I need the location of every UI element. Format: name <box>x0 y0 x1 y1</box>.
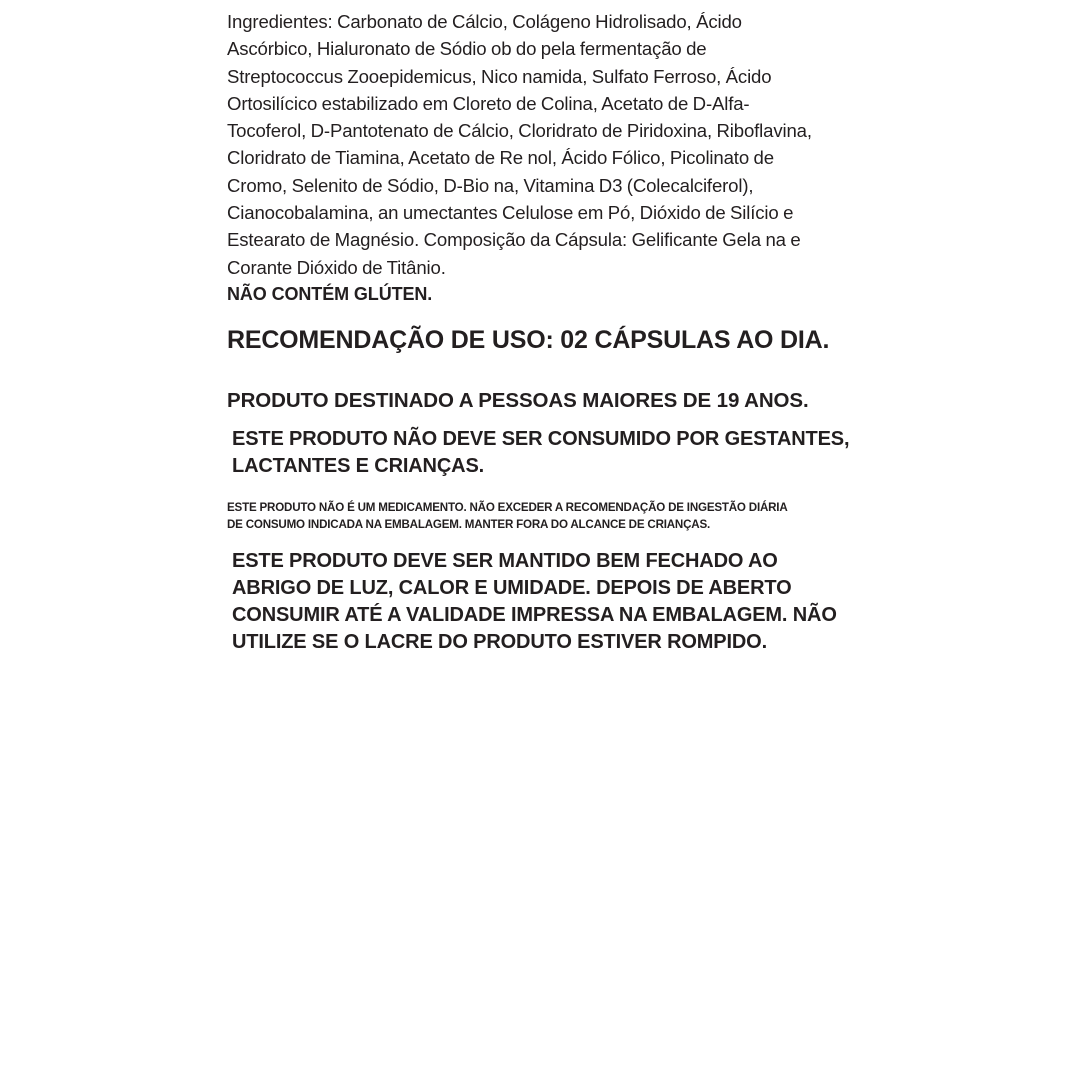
ingredients-line: Ortosilícico estabilizado em Cloreto de Colina, Acetato de D-Alfa- <box>227 92 750 114</box>
medication-disclaimer <box>227 499 927 533</box>
ingredients-line: Cloridrato de Tiamina, Acetato de Re nol, Ácido Fólico, Picolinato de <box>227 147 774 169</box>
gluten-notice: NÃO CONTÉM GLÚTEN. <box>227 283 433 304</box>
ingredients-line: Tocoferol, D-Pantotenato de Cálcio, Cloridrato de Piridoxina, Riboflavina, <box>227 120 812 142</box>
product-label-text <box>227 8 927 656</box>
storage-line: CONSUMIR ATÉ A VALIDADE IMPRESSA NA EMBALAGEM. NÃO <box>232 603 837 626</box>
restriction-warning <box>232 426 927 480</box>
age-notice: PRODUTO DESTINADO A PESSOAS MAIORES DE 19 ANOS. <box>227 388 809 412</box>
storage-line: ABRIGO DE LUZ, CALOR E UMIDADE. DEPOIS DE ABERTO <box>232 576 792 599</box>
usage-recommendation: RECOMENDAÇÃO DE USO: 02 CÁPSULAS AO DIA. <box>227 325 830 354</box>
ingredients-line: Cromo, Selenito de Sódio, D-Bio na, Vitamina D3 (Colecalciferol), <box>227 174 754 196</box>
restriction-line: ESTE PRODUTO NÃO DEVE SER CONSUMIDO POR GESTANTES, <box>232 427 850 450</box>
ingredients-line: Estearato de Magnésio. Composição da Cápsula: Gelificante Gela na e <box>227 229 801 251</box>
ingredients-paragraph <box>227 8 927 281</box>
ingredients-line: Ingredientes: Carbonato de Cálcio, Colágeno Hidrolisado, Ácido <box>227 11 742 32</box>
disclaimer-line: ESTE PRODUTO NÃO É UM MEDICAMENTO. NÃO EXCEDER A RECOMENDAÇÃO DE INGESTÃO DIÁRIA <box>227 500 788 514</box>
storage-line: ESTE PRODUTO DEVE SER MANTIDO BEM FECHADO AO <box>232 549 778 572</box>
ingredients-line: Streptococcus Zooepidemicus, Nico namida, Sulfato Ferroso, Ácido <box>227 65 772 87</box>
storage-line: UTILIZE SE O LACRE DO PRODUTO ESTIVER ROMPIDO. <box>232 630 767 653</box>
restriction-line: LACTANTES E CRIANÇAS. <box>232 454 485 477</box>
disclaimer-line: DE CONSUMO INDICADA NA EMBALAGEM. MANTER FORA DO ALCANCE DE CRIANÇAS. <box>227 517 711 531</box>
ingredients-line: Corante Dióxido de Titânio. <box>227 256 446 278</box>
storage-instructions <box>232 548 927 656</box>
ingredients-line: Cianocobalamina, an umectantes Celulose em Pó, Dióxido de Silício e <box>227 202 794 224</box>
ingredients-line: Ascórbico, Hialuronato de Sódio ob do pela fermentação de <box>227 38 707 60</box>
